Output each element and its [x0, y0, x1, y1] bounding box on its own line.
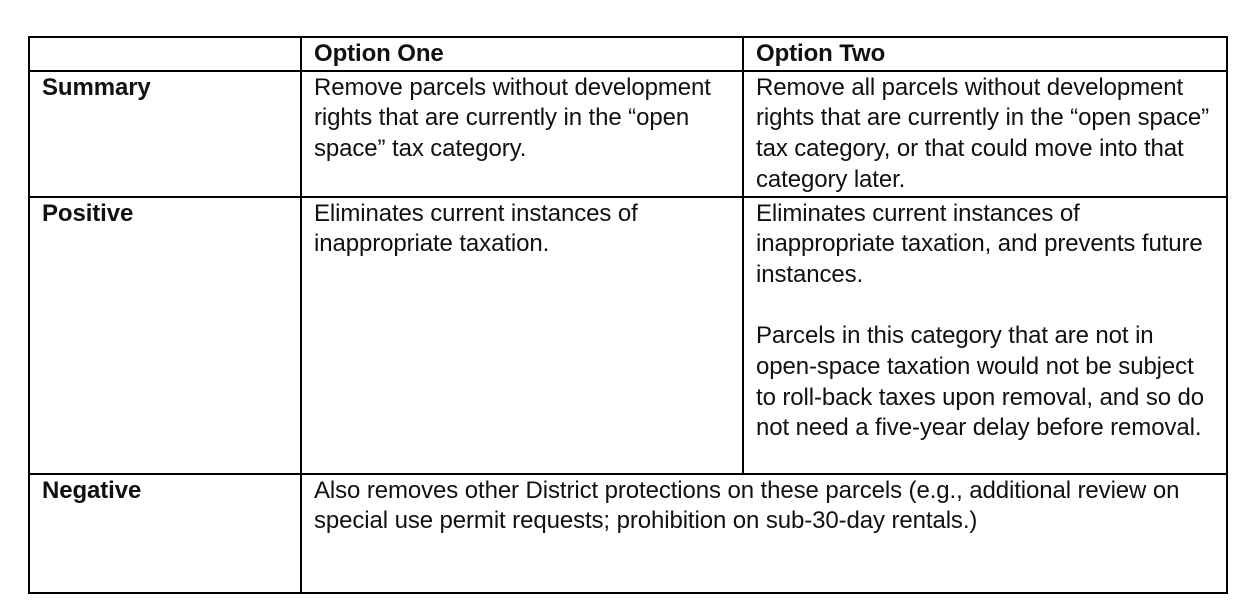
header-corner-cell	[29, 37, 301, 71]
summary-option-two-cell: Remove all parcels without development rights that are currently in the “open space” tax category, or that could move into that category later.	[743, 71, 1227, 197]
table-row-negative	[29, 474, 1227, 593]
negative-both-options-cell: Also removes other District protections on these parcels (e.g., additional review on special use permit requests; prohibition on sub-30-day rentals.)	[301, 474, 1227, 593]
table-header-row	[29, 37, 1227, 71]
table-row-summary	[29, 71, 1227, 197]
summary-option-one-cell: Remove parcels without development rights that are currently in the “open space” tax category.	[301, 71, 743, 197]
positive-option-two-paragraph-1: Eliminates current instances of inappropriate taxation, and prevents future instances.	[756, 199, 1203, 288]
header-option-two: Option Two	[743, 37, 1227, 71]
header-option-one: Option One	[301, 37, 743, 71]
positive-option-two-paragraph-2: Parcels in this category that are not in open-space taxation would not be subject to roll-back taxes upon removal, and so do not need a five-year delay before removal.	[756, 322, 1205, 442]
row-label-negative: Negative	[29, 474, 301, 593]
row-label-positive: Positive	[29, 197, 301, 474]
table-row-positive	[29, 197, 1227, 474]
positive-option-two-cell	[743, 197, 1227, 474]
positive-option-one-cell: Eliminates current instances of inappropriate taxation.	[301, 197, 743, 474]
options-comparison-table	[28, 36, 1228, 594]
row-label-summary: Summary	[29, 71, 301, 197]
